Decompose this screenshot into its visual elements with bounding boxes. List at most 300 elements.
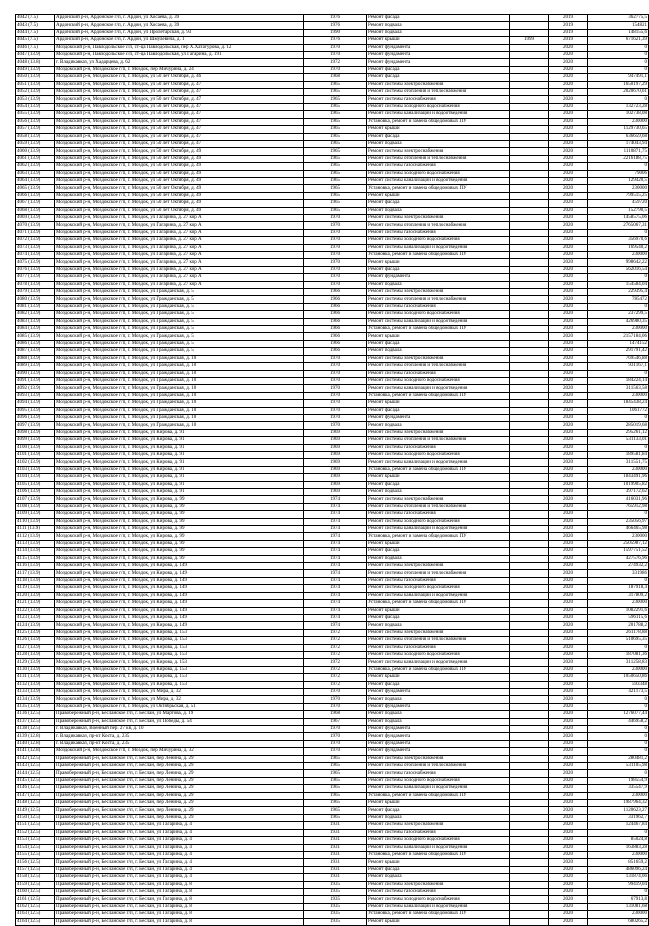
work-type-cell: Ремонт крыши: [367, 918, 510, 925]
cost-cell: 230000: [588, 185, 649, 192]
row-number-cell: 4081 (13.9): [16, 303, 55, 310]
address-cell: Моздокский р-н, Моздокское г/п, г. Моздок, ул Гагарина, д. 27 кор А: [55, 244, 304, 251]
year-built-cell: 1965: [304, 800, 367, 807]
last-repair-year-cell: [510, 185, 549, 192]
planned-year-cell: 2020: [549, 140, 588, 147]
work-type-cell: Установка, ремонт и замена общедомовых ПУ: [367, 118, 510, 125]
table-row: [16, 111, 649, 118]
cost-cell: 1458575,06: [588, 214, 649, 221]
address-cell: г. Владикавказ, пр-кт Коста, д. 235: [55, 740, 304, 747]
address-cell: Моздокский р-н, Моздокское г/п, г. Моздок, ул Кирова, д. 149: [55, 614, 304, 621]
row-number-cell: 4153 (12.5): [16, 837, 55, 844]
address-cell: Моздокский р-н, Моздокское г/п, г. Моздок, ул Гражданская, д. 10: [55, 422, 304, 429]
work-type-cell: Ремонт системы отопления и теплоснабжения: [367, 363, 510, 370]
last-repair-year-cell: [510, 266, 549, 273]
planned-year-cell: 2020: [549, 170, 588, 177]
work-type-cell: Ремонт системы газоснабжения: [367, 770, 510, 777]
work-type-cell: Ремонт фасада: [367, 407, 510, 414]
year-built-cell: 1965: [304, 133, 367, 140]
cost-cell: 785472: [588, 296, 649, 303]
table-row: [16, 600, 649, 607]
cost-cell: 230000: [588, 666, 649, 673]
cost-cell: 280481,2: [588, 755, 649, 762]
work-type-cell: Ремонт системы газоснабжения: [367, 829, 510, 836]
planned-year-cell: 2019: [549, 15, 588, 22]
address-cell: Правобережный р-н, Бесланское г/п, г. Беслан, ул Гагарина, д. 4: [55, 874, 304, 881]
work-type-cell: Ремонт подвала: [367, 874, 510, 881]
work-type-cell: Ремонт фасада: [367, 200, 510, 207]
cost-cell: 154584,04: [588, 281, 649, 288]
work-type-cell: Ремонт подвала: [367, 696, 510, 703]
work-type-cell: Ремонт системы канализации и водоотведения: [367, 903, 510, 910]
cost-cell: 2765067,31: [588, 222, 649, 229]
cost-cell: 0: [588, 511, 649, 518]
cost-cell: 1061772: [588, 407, 649, 414]
row-number-cell: 4158 (12.5): [16, 874, 55, 881]
table-row: [16, 474, 649, 481]
table-row: [16, 614, 649, 621]
planned-year-cell: 2020: [549, 881, 588, 888]
planned-year-cell: 2020: [549, 59, 588, 66]
row-number-cell: 4123 (13.9): [16, 614, 55, 621]
year-built-cell: 1970: [304, 259, 367, 266]
row-number-cell: 4068 (13.9): [16, 207, 55, 214]
work-type-cell: Ремонт системы отопления и теплоснабжения: [367, 222, 510, 229]
planned-year-cell: 2020: [549, 770, 588, 777]
year-built-cell: 1969: [304, 489, 367, 496]
planned-year-cell: 2020: [549, 318, 588, 325]
year-built-cell: 1970: [304, 385, 367, 392]
year-built-cell: 1970: [304, 214, 367, 221]
work-type-cell: Установка, ремонт и замена общедомовых ПУ: [367, 392, 510, 399]
year-built-cell: 1974: [304, 622, 367, 629]
table-row: [16, 348, 649, 355]
last-repair-year-cell: [510, 44, 549, 51]
year-built-cell: 1965: [304, 103, 367, 110]
year-built-cell: 1966: [304, 348, 367, 355]
year-built-cell: 1970: [304, 252, 367, 259]
table-row: [16, 644, 649, 651]
last-repair-year-cell: [510, 822, 549, 829]
table-row: [16, 851, 649, 858]
table-row: [16, 800, 649, 807]
table-row: [16, 785, 649, 792]
address-cell: Моздокский р-н, Моздокское г/п, г. Моздок, ул Гражданская, д. 5: [55, 340, 304, 347]
row-number-cell: 4098 (13.9): [16, 429, 55, 436]
last-repair-year-cell: [510, 496, 549, 503]
year-built-cell: 1972: [304, 681, 367, 688]
row-number-cell: 4078 (13.9): [16, 281, 55, 288]
cost-cell: 174043,94: [588, 140, 649, 147]
planned-year-cell: 2020: [549, 259, 588, 266]
last-repair-year-cell: [510, 303, 549, 310]
last-repair-year-cell: [510, 96, 549, 103]
work-type-cell: Ремонт системы канализации и водоотведения: [367, 111, 510, 118]
last-repair-year-cell: [510, 481, 549, 488]
row-number-cell: 4060 (13.9): [16, 148, 55, 155]
table-row: [16, 326, 649, 333]
last-repair-year-cell: [510, 748, 549, 755]
year-built-cell: 1974: [304, 503, 367, 510]
cost-cell: 427576,96: [588, 555, 649, 562]
address-cell: Правобережный р-н, Бесланское г/п, г. Беслан, ул Гагарина, д. 4: [55, 822, 304, 829]
last-repair-year-cell: [510, 377, 549, 384]
row-number-cell: 4095 (13.9): [16, 407, 55, 414]
table-row: [16, 837, 649, 844]
planned-year-cell: 2020: [549, 696, 588, 703]
address-cell: Моздокский р-н, Моздокское г/п, г. Моздок, ул 50 лет Октября, д. 46: [55, 74, 304, 81]
cost-cell: 0: [588, 66, 649, 73]
cost-cell: 0: [588, 726, 649, 733]
table-row: [16, 289, 649, 296]
year-built-cell: 1972: [304, 674, 367, 681]
year-built-cell: 1965: [304, 81, 367, 88]
row-number-cell: 4116 (13.9): [16, 563, 55, 570]
cost-cell: 0: [588, 770, 649, 777]
cost-cell: 1276077,44: [588, 711, 649, 718]
work-type-cell: Ремонт крыши: [367, 333, 510, 340]
year-built-cell: 1970: [304, 740, 367, 747]
last-repair-year-cell: [510, 866, 549, 873]
year-built-cell: 1965: [304, 185, 367, 192]
work-type-cell: Ремонт системы электроснабжения: [367, 496, 510, 503]
address-cell: Правобережный р-н, Бесланское г/п, г. Беслан, пер Ленина, д. 29: [55, 763, 304, 770]
last-repair-year-cell: [510, 281, 549, 288]
planned-year-cell: 2020: [549, 577, 588, 584]
planned-year-cell: 2020: [549, 763, 588, 770]
last-repair-year-cell: [510, 518, 549, 525]
address-cell: Правобережный р-н, Бесланское г/п, г. Беслан, ул Гагарина, д. 4: [55, 851, 304, 858]
row-number-cell: 4103 (13.9): [16, 466, 55, 473]
work-type-cell: Ремонт фасада: [367, 74, 510, 81]
year-built-cell: 1974: [304, 518, 367, 525]
year-built-cell: 1970: [304, 44, 367, 51]
table-row: [16, 481, 649, 488]
table-row: [16, 533, 649, 540]
table-row: [16, 888, 649, 895]
cost-cell: 295261,12: [588, 429, 649, 436]
work-type-cell: Ремонт подвала: [367, 622, 510, 629]
last-repair-year-cell: [510, 289, 549, 296]
work-type-cell: Ремонт подвала: [367, 718, 510, 725]
address-cell: Моздокский р-н, Моздокское г/п, г. Моздок, ул Гражданская, д. 10: [55, 400, 304, 407]
address-cell: Правобережный р-н, Бесланское г/п, г. Беслан, пер Ленина, д. 29: [55, 792, 304, 799]
last-repair-year-cell: [510, 81, 549, 88]
work-type-cell: Ремонт системы газоснабжения: [367, 888, 510, 895]
year-built-cell: 1966: [304, 296, 367, 303]
planned-year-cell: 2020: [549, 518, 588, 525]
table-row: [16, 118, 649, 125]
address-cell: Моздокский р-н, Моздокское г/п, г. Моздок, ул Кирова, д. 149: [55, 592, 304, 599]
planned-year-cell: 2020: [549, 111, 588, 118]
year-built-cell: 1970: [304, 222, 367, 229]
cost-cell: 397172,62: [588, 489, 649, 496]
work-type-cell: Ремонт системы холодного водоснабжения: [367, 651, 510, 658]
cost-cell: 2216188,75: [588, 155, 649, 162]
last-repair-year-cell: [510, 533, 549, 540]
last-repair-year-cell: [510, 370, 549, 377]
year-built-cell: 1972: [304, 666, 367, 673]
last-repair-year-cell: [510, 489, 549, 496]
address-cell: Моздокский р-н, Моздокское г/п, г. Моздок, ул Кирова, д. 91: [55, 437, 304, 444]
planned-year-cell: 2020: [549, 888, 588, 895]
address-cell: Правобережный р-н, Бесланское г/п, г. Беслан, ул Гагарина, д. 4: [55, 829, 304, 836]
row-number-cell: 4065 (13.9): [16, 185, 55, 192]
address-cell: Правобережный р-н, Бесланское г/п, г. Беслан, ул Гагарина, д. 8: [55, 911, 304, 918]
cost-cell: 769546,88: [588, 355, 649, 362]
row-number-cell: 4080 (13.9): [16, 296, 55, 303]
row-number-cell: 4073 (13.9): [16, 244, 55, 251]
work-type-cell: Ремонт крыши: [367, 259, 510, 266]
work-type-cell: Ремонт системы холодного водоснабжения: [367, 377, 510, 384]
last-repair-year-cell: [510, 296, 549, 303]
last-repair-year-cell: [510, 666, 549, 673]
work-type-cell: Ремонт фасада: [367, 807, 510, 814]
planned-year-cell: 2020: [549, 874, 588, 881]
address-cell: Моздокский р-н, Моздокское г/п, г. Моздок, ул Гражданская, д. 10: [55, 407, 304, 414]
year-built-cell: 1935: [304, 918, 367, 925]
row-number-cell: 4129 (13.9): [16, 659, 55, 666]
planned-year-cell: 2020: [549, 792, 588, 799]
year-built-cell: 1966: [304, 340, 367, 347]
work-type-cell: Ремонт системы канализации и водоотведения: [367, 244, 510, 251]
row-number-cell: 4066 (13.9): [16, 192, 55, 199]
address-cell: Моздокский р-н, Моздокское г/п, г. Моздок, ул Кирова, д. 153: [55, 644, 304, 651]
cost-cell: 1474152: [588, 340, 649, 347]
address-cell: Моздокский р-н, Моздокское г/п, г. Моздок, ул Гражданская, д. 10: [55, 370, 304, 377]
work-type-cell: Ремонт фундамента: [367, 740, 510, 747]
work-type-cell: Ремонт системы канализации и водоотведения: [367, 526, 510, 533]
address-cell: Моздокский р-н, Моздокское г/п, г. Моздок, ул Кирова, д. 149: [55, 622, 304, 629]
row-number-cell: 4096 (13.9): [16, 414, 55, 421]
table-row: [16, 703, 649, 710]
year-built-cell: 1970: [304, 281, 367, 288]
cost-cell: 331986: [588, 570, 649, 577]
planned-year-cell: 2020: [549, 155, 588, 162]
row-number-cell: 4063 (13.9): [16, 170, 55, 177]
year-built-cell: 1970: [304, 422, 367, 429]
cost-cell: 317809,2: [588, 592, 649, 599]
work-type-cell: Ремонт фасада: [367, 340, 510, 347]
table-row: [16, 163, 649, 170]
work-type-cell: Ремонт крыши: [367, 674, 510, 681]
address-cell: Моздокский р-н, Моздокское г/п, г. Моздок, ул Гагарина, д. 27 кор А: [55, 252, 304, 259]
work-type-cell: Установка, ремонт и замена общедомовых ПУ: [367, 252, 510, 259]
address-cell: Правобережный р-н, Бесланское г/п, г. Беслан, пер Ленина, д. 29: [55, 814, 304, 821]
work-type-cell: Ремонт системы канализации и водоотведения: [367, 177, 510, 184]
work-type-cell: Установка, ремонт и замена общедомовых ПУ: [367, 792, 510, 799]
cost-cell: 85024,8: [588, 837, 649, 844]
last-repair-year-cell: [510, 526, 549, 533]
cost-cell: 531105,98: [588, 763, 649, 770]
table-row: [16, 859, 649, 866]
table-row: [16, 726, 649, 733]
cost-cell: 311563,58: [588, 385, 649, 392]
row-number-cell: 4046 (7.5): [16, 44, 55, 51]
year-built-cell: 1965: [304, 785, 367, 792]
table-row: [16, 874, 649, 881]
cost-cell: 230000: [588, 600, 649, 607]
row-number-cell: 4152 (12.5): [16, 829, 55, 836]
cost-cell: 2020670,61: [588, 89, 649, 96]
cost-cell: 1019905,82: [588, 481, 649, 488]
table-row: [16, 155, 649, 162]
cost-cell: 229395,4: [588, 289, 649, 296]
year-built-cell: 1965: [304, 207, 367, 214]
address-cell: Моздокский р-н, Моздокское г/п, г. Моздок, ул Кирова, д. 149: [55, 577, 304, 584]
table-row: [16, 866, 649, 873]
year-built-cell: 1965: [304, 200, 367, 207]
last-repair-year-cell: [510, 22, 549, 29]
address-cell: Правобережный р-н, Бесланское г/п, г. Беслан, пер Ленина, д. 29: [55, 800, 304, 807]
address-cell: Правобережный р-н, Бесланское г/п, г. Беслан, пер Ленина, д. 29: [55, 755, 304, 762]
year-built-cell: 1965: [304, 814, 367, 821]
work-type-cell: Ремонт подвала: [367, 422, 510, 429]
table-row: [16, 696, 649, 703]
work-type-cell: Ремонт системы газоснабжения: [367, 577, 510, 584]
year-built-cell: 1972: [304, 651, 367, 658]
table-row: [16, 192, 649, 199]
work-type-cell: Ремонт системы электроснабжения: [367, 214, 510, 221]
address-cell: Моздокский р-н, Моздокское г/п, г. Моздок, ул Кирова, д. 153: [55, 651, 304, 658]
cost-cell: 356970,6: [588, 237, 649, 244]
year-built-cell: 1931: [304, 874, 367, 881]
row-number-cell: 4126 (13.9): [16, 637, 55, 644]
row-number-cell: 4083 (13.9): [16, 318, 55, 325]
address-cell: Правобережный р-н, Бесланское г/п, г. Беслан, ул Гагарина, д. 8: [55, 888, 304, 895]
work-type-cell: Установка, ремонт и замена общедомовых ПУ: [367, 666, 510, 673]
year-built-cell: 1970: [304, 726, 367, 733]
address-cell: Правобережный р-н, Бесланское г/п, г. Беслан, ул Победы, д. 54: [55, 718, 304, 725]
year-built-cell: 1974: [304, 577, 367, 584]
year-built-cell: 1967: [304, 718, 367, 725]
work-type-cell: Ремонт системы электроснабжения: [367, 629, 510, 636]
row-number-cell: 4050 (13.9): [16, 74, 55, 81]
planned-year-cell: 2020: [549, 644, 588, 651]
row-number-cell: 4148 (12.5): [16, 800, 55, 807]
planned-year-cell: 2020: [549, 755, 588, 762]
year-built-cell: 1965: [304, 807, 367, 814]
table-row: [16, 896, 649, 903]
table-row: [16, 52, 649, 59]
table-row: [16, 844, 649, 851]
cost-cell: 311258,83: [588, 659, 649, 666]
year-built-cell: 1966: [304, 311, 367, 318]
row-number-cell: 4122 (13.9): [16, 607, 55, 614]
cost-cell: 230000: [588, 911, 649, 918]
planned-year-cell: 2020: [549, 274, 588, 281]
last-repair-year-cell: [510, 614, 549, 621]
table-row: [16, 103, 649, 110]
table-row: [16, 140, 649, 147]
planned-year-cell: 2020: [549, 177, 588, 184]
address-cell: Моздокский р-н, Моздокское г/п, г. Моздок, ул Гагарина, д. 27 кор А: [55, 266, 304, 273]
last-repair-year-cell: [510, 874, 549, 881]
planned-year-cell: 2020: [549, 52, 588, 59]
address-cell: Моздокский р-н, Моздокское г/п, г. Моздок, ул Гагарина, д. 27 кор А: [55, 274, 304, 281]
table-row: [16, 629, 649, 636]
row-number-cell: 4108 (13.9): [16, 503, 55, 510]
address-cell: Моздокский р-н, Моздокское г/п, г. Моздок, ул Кирова, д. 149: [55, 570, 304, 577]
address-cell: Моздокский р-н, Моздокское г/п, г. Моздок, ул Кирова, д. 149: [55, 600, 304, 607]
year-built-cell: 1965: [304, 770, 367, 777]
table-row: [16, 518, 649, 525]
table-body: [16, 15, 649, 926]
address-cell: Моздокский р-н, Моздокское г/п, г. Моздок, ул Гражданская, д. 5: [55, 311, 304, 318]
cost-cell: 998642,22: [588, 259, 649, 266]
row-number-cell: 4118 (13.9): [16, 577, 55, 584]
cost-cell: 0: [588, 577, 649, 584]
work-type-cell: Ремонт фундамента: [367, 748, 510, 755]
table-row: [16, 755, 649, 762]
table-row: [16, 385, 649, 392]
last-repair-year-cell: [510, 703, 549, 710]
work-type-cell: Ремонт системы холодного водоснабжения: [367, 451, 510, 458]
address-cell: Моздокский р-н, Моздокское г/п, г. Моздок, ул 50 лет Октября, д. 47: [55, 96, 304, 103]
row-number-cell: 4091 (13.9): [16, 377, 55, 384]
row-number-cell: 4149 (12.5): [16, 807, 55, 814]
row-number-cell: 4064 (13.9): [16, 177, 55, 184]
last-repair-year-cell: [510, 674, 549, 681]
planned-year-cell: 2020: [549, 459, 588, 466]
last-repair-year-cell: [510, 177, 549, 184]
cost-cell: 230000: [588, 118, 649, 125]
cost-cell: 331962,7: [588, 814, 649, 821]
address-cell: Моздокский р-н, Моздокское г/п, г. Моздок, ул Кирова, д. 153: [55, 659, 304, 666]
table-row: [16, 222, 649, 229]
address-cell: Моздокский р-н, Моздокское г/п, г. Моздок, ул Гражданская, д. 10: [55, 377, 304, 384]
cost-cell: 285019,68: [588, 422, 649, 429]
last-repair-year-cell: [510, 274, 549, 281]
last-repair-year-cell: [510, 777, 549, 784]
table-row: [16, 229, 649, 236]
row-number-cell: 4094 (13.9): [16, 400, 55, 407]
address-cell: Моздокский р-н, Моздокское г/п, г. Моздок, ул Гражданская, д. 5: [55, 348, 304, 355]
row-number-cell: 4055 (13.9): [16, 111, 55, 118]
cost-cell: 131874,06: [588, 874, 649, 881]
year-built-cell: 1965: [304, 792, 367, 799]
address-cell: Моздокский р-н, Моздокское г/п, г. Моздок, ул Гражданская, д. 10: [55, 363, 304, 370]
address-cell: Моздокский р-н, Моздокское г/п, г. Моздок, ул 50 лет Октября, д. 49: [55, 148, 304, 155]
planned-year-cell: 2020: [549, 496, 588, 503]
cost-cell: 230000: [588, 533, 649, 540]
last-repair-year-cell: [510, 229, 549, 236]
cost-cell: 765912,98: [588, 503, 649, 510]
cost-cell: 362775,5: [588, 15, 649, 22]
planned-year-cell: 2020: [549, 859, 588, 866]
last-repair-year-cell: [510, 888, 549, 895]
planned-year-cell: 2020: [549, 718, 588, 725]
row-number-cell: 4088 (13.9): [16, 355, 55, 362]
address-cell: Моздокский р-н, Моздокское г/п, г. Моздок, ул Кирова, д. 91: [55, 459, 304, 466]
year-built-cell: 1968: [304, 711, 367, 718]
row-number-cell: 4164 (12.5): [16, 918, 55, 925]
table-row: [16, 74, 649, 81]
cost-cell: 291791,42: [588, 348, 649, 355]
last-repair-year-cell: [510, 414, 549, 421]
row-number-cell: 4072 (13.9): [16, 237, 55, 244]
year-built-cell: 1969: [304, 481, 367, 488]
planned-year-cell: 2020: [549, 363, 588, 370]
cost-cell: 466465,98: [588, 526, 649, 533]
year-built-cell: 1970: [304, 400, 367, 407]
year-built-cell: 1935: [304, 911, 367, 918]
table-row: [16, 688, 649, 695]
row-number-cell: 4140 (12.8): [16, 740, 55, 747]
planned-year-cell: 2020: [549, 163, 588, 170]
cost-cell: 79006: [588, 170, 649, 177]
planned-year-cell: 2020: [549, 385, 588, 392]
